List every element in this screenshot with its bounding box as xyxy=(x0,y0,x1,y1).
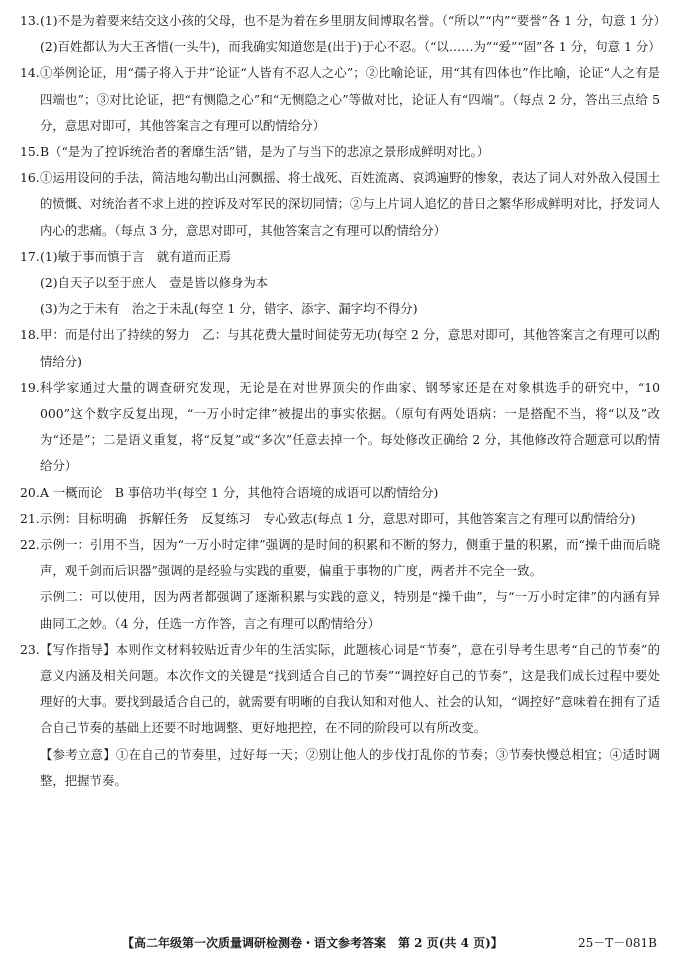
answer-15 xyxy=(20,139,660,165)
answer-22 xyxy=(20,532,660,637)
answer-16 xyxy=(20,165,660,244)
answer-line: (1)敏于事而慎于言 就有道而正焉 xyxy=(40,248,232,264)
answer-line: B（“是为了控诉统治者的奢靡生活”错，是为了与当下的悲凉之景形成鲜明对比。） xyxy=(40,144,490,160)
answer-line: 甲：而是付出了持续的努力 乙：与其花费大量时间徒劳无功(每空 2 分，意思对即可，其他答案言之有理可以酌情给分) xyxy=(40,327,660,369)
answer-14 xyxy=(20,60,660,139)
answer-number: 23. xyxy=(20,641,40,657)
answer-line: (1)不是为着要来结交这小孩的父母，也不是为着在乡里朋友间博取名誉。（“所以”“内”“要誉”各 1 分，句意 1 分） xyxy=(40,13,667,28)
footer-code: 25－T－081B xyxy=(578,936,657,950)
answer-19 xyxy=(20,375,660,480)
answer-line: (2)自天子以至于庶人 壹是皆以修身为本 xyxy=(40,275,269,291)
answer-line: ①举例论证，用“孺子将入于井”论证“人皆有不忍人之心”；②比喻论证，用“其有四体也”作比喻，论证“人之有是四端也”；③对比论证，把“有恻隐之心”和“无恻隐之心”等做对比，论证人有“四端”。（每点 2 分，答出三点给 5 分，意思对即可，其他答案言之有理可以酌情给分） xyxy=(40,65,660,133)
answer-number: 14. xyxy=(20,65,40,81)
answer-line: (2)百姓都认为大王吝惜(一头牛)，而我确实知道您是(出于)于心不忍。（“以……为”“爱”“固”各 1 分，句意 1 分） xyxy=(40,39,661,55)
answer-18 xyxy=(20,322,660,374)
answer-number: 19. xyxy=(20,379,40,395)
answer-number: 22. xyxy=(20,537,40,553)
answer-number: 18. xyxy=(20,327,40,343)
answer-20 xyxy=(20,480,660,506)
footer-title: 【高二年级第一次质量调研检测卷・语文参考答案 第 2 页(共 4 页)】 xyxy=(122,936,503,950)
answer-line: (3)为之于未有 治之于未乱(每空 1 分，错字、添字、漏字均不得分) xyxy=(40,301,418,317)
answer-list xyxy=(20,8,667,794)
answer-number: 20. xyxy=(20,484,40,500)
answer-number: 16. xyxy=(20,170,40,186)
answer-17 xyxy=(20,244,660,323)
answer-line: 示例一：引用不当，因为“一万小时定律”强调的是时间的积累和不断的努力，侧重于量的积累，而“操千曲而后晓声，观千剑而后识器”强调的是经验与实践的重要，偏重于事物的广度，两者并不完全一致。 xyxy=(40,537,660,579)
answer-line: A 一概而论 B 事倍功半(每空 1 分，其他符合语境的成语可以酌情给分) xyxy=(40,484,439,500)
answer-number: 13. xyxy=(20,13,40,28)
answer-23 xyxy=(20,637,660,794)
answer-line: ①运用设问的手法，简洁地勾勒出山河飘摇、将士战死、百姓流离、哀鸿遍野的惨象，表达了词人对外敌入侵国土的愤慨、对统治者不求上进的控诉及对军民的深切同情；②与上片词人追忆的昔日之繁华形成鲜明对比，抒发词人内心的悲痛。（每点 3 分，意思对即可，其他答案言之有理可以酌情给分） xyxy=(40,170,660,238)
answer-line: 示例二：可以使用，因为两者都强调了逐渐积累与实践的意义，特别是“操千曲”，与“一万小时定律”的内涵有异曲同工之妙。（4 分，任选一方作答，言之有理可以酌情给分） xyxy=(40,589,660,631)
answer-line: 科学家通过大量的调查研究发现，无论是在对世界顶尖的作曲家、钢琴家还是在对象棋选手的研究中，“10 000”这个数字反复出现，“一万小时定律”被提出的事实依据。（原句有两处语病：一是搭配不当，将“以及”改为“还是”；二是语义重复，将“反复”或“多次”任意去掉一个。每处修改正确给 2 分，其他修改符合题意可以酌情给分） xyxy=(40,379,660,474)
answer-21 xyxy=(20,506,660,532)
answer-line: 示例：目标明确 拆解任务 反复练习 专心致志(每点 1 分，意思对即可，其他答案言之有理可以酌情给分) xyxy=(40,510,636,526)
answer-13 xyxy=(20,8,667,60)
answer-number: 21. xyxy=(20,510,40,526)
answer-line: 【参考立意】①在自己的节奏里，过好每一天；②别让他人的步伐打乱你的节奏；③节奏快慢总相宜；④适时调整，把握节奏。 xyxy=(40,746,660,788)
page-footer xyxy=(0,933,677,953)
answer-number: 17. xyxy=(20,248,40,264)
answer-number: 15. xyxy=(20,144,40,160)
answer-line: 【写作指导】本则作文材料较贴近青少年的生活实际，此题核心词是“节奏”，意在引导考生思考“自己的节奏”的意义内涵及相关问题。本次作文的关键是“找到适合自己的节奏”“调控好自己的节奏”，这是我们成长过程中要处理好的大事。要找到最适合自己的，就需要有明晰的自我认知和对他人、社会的认知，“调控好”意味着在拥有了适合自己节奏的基础上还要不时地调整、更好地把控，在不同的阶段可以有所改变。 xyxy=(40,641,660,736)
